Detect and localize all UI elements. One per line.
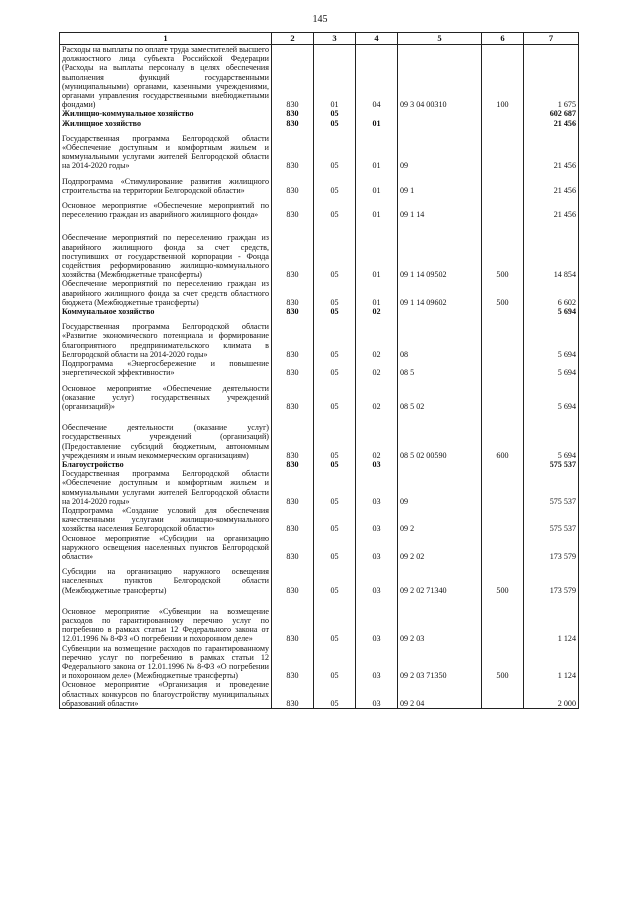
target-article-cell: 09 2 03 (398, 595, 482, 644)
target-article-cell (398, 109, 482, 118)
target-article-cell: 09 2 02 71340 (398, 561, 482, 595)
target-article-cell: 09 1 (398, 171, 482, 195)
expense-type-cell (482, 128, 524, 171)
target-article-cell: 09 2 02 (398, 534, 482, 562)
row-name-cell: Подпрограмма «Стимулирование развития жилищного строительства на территории Белгородской области» (60, 171, 272, 195)
section-code-cell: 05 (314, 109, 356, 118)
section-code-cell: 05 (314, 534, 356, 562)
section-code-cell: 05 (314, 279, 356, 307)
amount-cell: 575 537 (524, 460, 579, 469)
table-row (60, 45, 579, 110)
section-code-cell: 05 (314, 561, 356, 595)
subsection-code-cell: 02 (356, 316, 398, 359)
expense-type-cell: 500 (482, 644, 524, 681)
subsection-code-cell: 04 (356, 45, 398, 110)
amount-cell: 1 124 (524, 595, 579, 644)
amount-cell: 21 456 (524, 195, 579, 219)
table-row (60, 316, 579, 359)
target-article-cell: 09 3 04 00310 (398, 45, 482, 110)
ved-code-cell: 830 (272, 128, 314, 171)
section-code-cell: 05 (314, 644, 356, 681)
row-name-cell: Государственная программа Белгородской области «Обеспечение доступным и комфортным жильем и коммунальными услугами жителей Белгородской области на 2014-2020 годы» (60, 128, 272, 171)
amount-cell: 575 537 (524, 469, 579, 506)
amount-cell: 6 602 (524, 279, 579, 307)
row-name-cell: Основное мероприятие «Обеспечение деятельности (оказание услуг) государственных учреждений (организаций)» (60, 378, 272, 412)
row-name-cell: Обеспечение мероприятий по переселению граждан из аварийного жилищного фонда за счет средств областного бюджета (Межбюджетные трансферты) (60, 279, 272, 307)
column-header: 6 (482, 33, 524, 45)
ved-code-cell: 830 (272, 109, 314, 118)
row-name-cell: Субвенции на возмещение расходов по гарантированному перечню услуг по погребению в рамках статьи 12 Федерального закона от 12.01.1996 № 8-ФЗ «О погребении и похоронном деле» (Межбюджетные трансферты) (60, 644, 272, 681)
target-article-cell: 09 1 14 (398, 195, 482, 219)
amount-cell: 21 456 (524, 119, 579, 128)
ved-code-cell: 830 (272, 45, 314, 110)
subsection-code-cell: 03 (356, 680, 398, 708)
table-row (60, 534, 579, 562)
ved-code-cell: 830 (272, 469, 314, 506)
section-code-cell: 05 (314, 378, 356, 412)
ved-code-cell: 830 (272, 411, 314, 460)
row-name-cell: Основное мероприятие «Обеспечение мероприятий по переселению граждан из аварийного жилищного фонда» (60, 195, 272, 219)
ved-code-cell: 830 (272, 506, 314, 534)
row-name-cell: Подпрограмма «Создание условий для обеспечения качественными услугами жилищно-коммунального хозяйства населения Белгородской области» (60, 506, 272, 534)
row-name-cell: Основное мероприятие «Организация и проведение областных конкурсов по благоустройству муниципальных образований области» (60, 680, 272, 708)
ved-code-cell: 830 (272, 680, 314, 708)
expense-type-cell (482, 195, 524, 219)
section-code-cell: 05 (314, 506, 356, 534)
subsection-code-cell: 01 (356, 171, 398, 195)
row-name-cell: Расходы на выплаты по оплате труда заместителей высшего должностного лица субъекта Российской Федерации (Расходы на выплаты персоналу в целях обеспечения выполнения функций государственными (муниципальными) органами, казенными учреждениями, органами управления государственными внебюджетными фондами) (60, 45, 272, 110)
target-article-cell: 08 5 02 00590 (398, 411, 482, 460)
table-row (60, 307, 579, 316)
section-code-cell: 05 (314, 460, 356, 469)
subsection-code-cell: 03 (356, 469, 398, 506)
target-article-cell: 09 2 (398, 506, 482, 534)
column-header: 4 (356, 33, 398, 45)
row-name-cell: Государственная программа Белгородской области «Обеспечение доступным и комфортным жильем и коммунальными услугами жителей Белгородской области на 2014-2020 годы» (60, 469, 272, 506)
subsection-code-cell: 03 (356, 506, 398, 534)
ved-code-cell: 830 (272, 534, 314, 562)
ved-code-cell: 830 (272, 119, 314, 128)
target-article-cell: 09 2 04 (398, 680, 482, 708)
table-row (60, 219, 579, 279)
amount-cell: 14 854 (524, 219, 579, 279)
table-row (60, 171, 579, 195)
subsection-code-cell: 01 (356, 279, 398, 307)
expense-type-cell (482, 359, 524, 377)
expense-type-cell (482, 595, 524, 644)
target-article-cell: 09 1 14 09602 (398, 279, 482, 307)
row-name-cell: Основное мероприятие «Субвенции на возмещение расходов по гарантированному перечню услуг по погребению в рамках статьи 12 Федерального закона от 12.01.1996 № 8-ФЗ «О погребении и похоронном деле» (60, 595, 272, 644)
subsection-code-cell: 03 (356, 595, 398, 644)
subsection-code-cell: 02 (356, 359, 398, 377)
table-row (60, 119, 579, 128)
expense-type-cell (482, 316, 524, 359)
column-header: 7 (524, 33, 579, 45)
table-row (60, 595, 579, 644)
expense-type-cell (482, 307, 524, 316)
table-row (60, 128, 579, 171)
row-name-cell: Субсидии на организацию наружного освещения населенных пунктов Белгородской области (Межбюджетные трансферты) (60, 561, 272, 595)
subsection-code-cell: 01 (356, 128, 398, 171)
target-article-cell: 08 (398, 316, 482, 359)
section-code-cell: 05 (314, 195, 356, 219)
table-row (60, 279, 579, 307)
amount-cell: 1 124 (524, 644, 579, 681)
amount-cell: 5 694 (524, 359, 579, 377)
section-code-cell: 01 (314, 45, 356, 110)
amount-cell: 575 537 (524, 506, 579, 534)
target-article-cell: 09 1 14 09502 (398, 219, 482, 279)
row-name-cell: Обеспечение мероприятий по переселению граждан из аварийного жилищного фонда за счет средств, поступивших от государственной корпорации - Фонда содействия реформированию жилищно-коммунального хозяйства (Межбюджетные трансферты) (60, 219, 272, 279)
target-article-cell: 08 5 02 (398, 378, 482, 412)
expense-type-cell (482, 460, 524, 469)
amount-cell: 5 694 (524, 307, 579, 316)
expense-type-cell (482, 378, 524, 412)
amount-cell: 21 456 (524, 171, 579, 195)
amount-cell: 602 687 (524, 109, 579, 118)
amount-cell: 2 000 (524, 680, 579, 708)
expense-type-cell: 500 (482, 219, 524, 279)
row-name-cell: Жилищное хозяйство (60, 119, 272, 128)
row-name-cell: Жилищно-коммунальное хозяйство (60, 109, 272, 118)
table-row (60, 469, 579, 506)
table-row (60, 195, 579, 219)
column-header: 5 (398, 33, 482, 45)
amount-cell: 1 675 (524, 45, 579, 110)
table-row (60, 378, 579, 412)
expense-type-cell (482, 171, 524, 195)
row-name-cell: Благоустройство (60, 460, 272, 469)
ved-code-cell: 830 (272, 195, 314, 219)
section-code-cell: 05 (314, 171, 356, 195)
ved-code-cell: 830 (272, 279, 314, 307)
section-code-cell: 05 (314, 119, 356, 128)
subsection-code-cell: 03 (356, 534, 398, 562)
ved-code-cell: 830 (272, 595, 314, 644)
column-header: 1 (60, 33, 272, 45)
amount-cell: 21 456 (524, 128, 579, 171)
subsection-code-cell: 02 (356, 307, 398, 316)
expense-type-cell (482, 534, 524, 562)
target-article-cell (398, 119, 482, 128)
ved-code-cell: 830 (272, 460, 314, 469)
column-header: 2 (272, 33, 314, 45)
section-code-cell: 05 (314, 595, 356, 644)
ved-code-cell: 830 (272, 644, 314, 681)
ved-code-cell: 830 (272, 219, 314, 279)
ved-code-cell: 830 (272, 378, 314, 412)
section-code-cell: 05 (314, 219, 356, 279)
target-article-cell: 09 (398, 128, 482, 171)
amount-cell: 173 579 (524, 561, 579, 595)
ved-code-cell: 830 (272, 316, 314, 359)
subsection-code-cell: 01 (356, 219, 398, 279)
row-name-cell: Обеспечение деятельности (оказание услуг) государственных учреждений (организаций) (Предоставление субсидий бюджетным, автономным учреждениям и иным некоммерческим организациям) (60, 411, 272, 460)
target-article-cell: 08 5 (398, 359, 482, 377)
target-article-cell: 09 2 03 71350 (398, 644, 482, 681)
section-code-cell: 05 (314, 307, 356, 316)
subsection-code-cell: 03 (356, 644, 398, 681)
table-row (60, 644, 579, 681)
section-code-cell: 05 (314, 128, 356, 171)
amount-cell: 5 694 (524, 316, 579, 359)
subsection-code-cell (356, 109, 398, 118)
row-name-cell: Основное мероприятие «Субсидии на организацию наружного освещения населенных пунктов Белгородской области» (60, 534, 272, 562)
expense-type-cell (482, 680, 524, 708)
table-body (60, 45, 579, 709)
amount-cell: 5 694 (524, 378, 579, 412)
table-row (60, 411, 579, 460)
page-number: 145 (312, 14, 328, 25)
ved-code-cell: 830 (272, 561, 314, 595)
subsection-code-cell: 01 (356, 195, 398, 219)
table-row (60, 680, 579, 708)
row-name-cell: Государственная программа Белгородской области «Развитие экономического потенциала и формирование благоприятного предпринимательского климата в Белгородской области на 2014-2020 годы» (60, 316, 272, 359)
amount-cell: 173 579 (524, 534, 579, 562)
ved-code-cell: 830 (272, 171, 314, 195)
subsection-code-cell: 03 (356, 561, 398, 595)
target-article-cell (398, 307, 482, 316)
expense-type-cell: 600 (482, 411, 524, 460)
table-row (60, 460, 579, 469)
table-row (60, 359, 579, 377)
expense-type-cell (482, 506, 524, 534)
ved-code-cell: 830 (272, 307, 314, 316)
subsection-code-cell: 01 (356, 119, 398, 128)
section-code-cell: 05 (314, 411, 356, 460)
column-header: 3 (314, 33, 356, 45)
subsection-code-cell: 02 (356, 411, 398, 460)
subsection-code-cell: 02 (356, 378, 398, 412)
table-row (60, 109, 579, 118)
table-header-row (60, 33, 579, 45)
expense-type-cell: 500 (482, 279, 524, 307)
target-article-cell (398, 460, 482, 469)
table-row (60, 561, 579, 595)
expense-type-cell (482, 109, 524, 118)
table-row (60, 506, 579, 534)
section-code-cell: 05 (314, 316, 356, 359)
amount-cell: 5 694 (524, 411, 579, 460)
expense-type-cell: 100 (482, 45, 524, 110)
target-article-cell: 09 (398, 469, 482, 506)
expense-type-cell (482, 469, 524, 506)
section-code-cell: 05 (314, 359, 356, 377)
expense-type-cell: 500 (482, 561, 524, 595)
row-name-cell: Подпрограмма «Энергосбережение и повышение энергетической эффективности» (60, 359, 272, 377)
row-name-cell: Коммунальное хозяйство (60, 307, 272, 316)
ved-code-cell: 830 (272, 359, 314, 377)
section-code-cell: 05 (314, 469, 356, 506)
expense-type-cell (482, 119, 524, 128)
budget-table (59, 32, 579, 709)
section-code-cell: 05 (314, 680, 356, 708)
subsection-code-cell: 03 (356, 460, 398, 469)
